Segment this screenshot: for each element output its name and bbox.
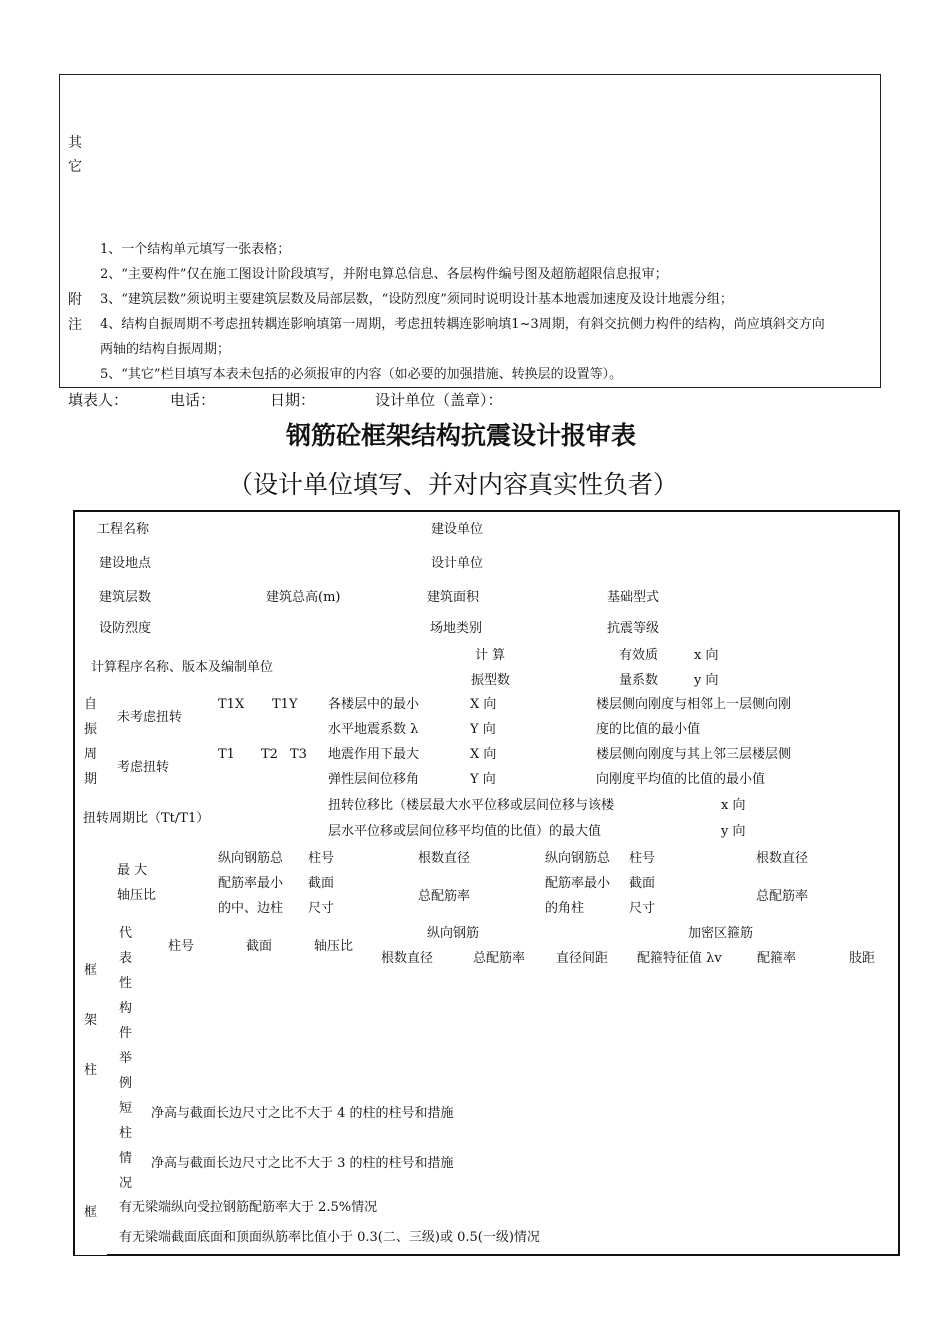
short-col-ratio-3: 净高与截面长边尺寸之比不大于 3 的柱的柱号和措施 <box>151 1156 454 1171</box>
notes-label-2: 注 <box>68 317 82 333</box>
frame-col-label-1: 框 <box>84 963 98 978</box>
X-dir-2: X 向 <box>470 747 497 762</box>
top-box <box>59 74 881 388</box>
phone-label: 电话： <box>170 391 216 409</box>
min-shear-1: 各楼层中的最小 <box>328 697 420 712</box>
col-no-header: 柱号 <box>168 939 195 954</box>
section-header: 截面 <box>246 939 273 954</box>
tor-ratio-label: 扭转周期比（Tt/T1） <box>83 811 210 826</box>
dia-spacing-header: 直径间距 <box>556 951 609 966</box>
bars-dia-header: 根数直径 <box>381 951 434 966</box>
designer-label: 设计单位 <box>431 556 484 571</box>
period-label-4: 期 <box>84 772 98 787</box>
min-ratio-side-1: 纵向钢筋总 <box>218 851 284 866</box>
site-class-label: 场地类别 <box>430 621 483 636</box>
min-ratio-side-3: 的中、边柱 <box>218 901 284 916</box>
form-box <box>73 510 900 1256</box>
beam-condition-2: 有无梁端截面底面和顶面纵筋率比值小于 0.3(二、三级)或 0.5(一级)情况 <box>119 1230 540 1245</box>
col-sec-1: 截面 <box>308 876 335 891</box>
note-4: 4、结构自振周期不考虑扭转耦连影响填第一周期，考虑扭转耦连影响填1~3周期，有斜交抗侧力构件的结构，尚应填斜交方向 <box>100 317 825 332</box>
notes-label-1: 附 <box>68 292 82 308</box>
short-col-4: 况 <box>119 1176 133 1191</box>
short-col-2: 柱 <box>119 1126 133 1141</box>
min-shear-2: 水平地震系数 λ <box>328 722 419 737</box>
note-5: 5、“其它”栏目填写本表未包括的必须报审的内容（如必要的加强措施、转换层的设置等）。 <box>100 367 623 382</box>
bars-dia-2: 根数直径 <box>756 851 809 866</box>
area-label: 建筑面积 <box>427 590 480 605</box>
stiff-ratio2-1: 楼层侧向刚度与其上邻三层楼层侧 <box>596 747 792 762</box>
t1-label: T1 <box>218 747 235 762</box>
rep-member-7: 例 <box>119 1076 133 1091</box>
X-dir-1: X 向 <box>470 697 497 712</box>
bars-dia-1: 根数直径 <box>418 851 471 866</box>
calc-modes-2: 振型数 <box>471 673 511 688</box>
eff-mass-1: 有效质 <box>619 648 659 663</box>
eff-mass-2: 量系数 <box>619 673 659 688</box>
frame-beam-label: 框 <box>84 1205 98 1220</box>
builder-label: 建设单位 <box>431 522 484 537</box>
short-col-1: 短 <box>119 1101 133 1116</box>
stirrup-char-header: 配箍特征值 λv <box>637 951 722 966</box>
total-ratio-2: 总配筋率 <box>756 889 809 904</box>
tor-disp-1: 扭转位移比（楼层最大水平位移或层间位移与该楼 <box>328 798 615 813</box>
max-axial-1: 最 大 <box>117 863 148 878</box>
tor-y-dir: y 向 <box>721 824 746 839</box>
total-ratio-1: 总配筋率 <box>418 889 471 904</box>
program-label: 计算程序名称、版本及编制单位 <box>91 660 274 675</box>
note-1: 1、一个结构单元填写一张表格； <box>100 242 291 257</box>
frame-col-label-3: 柱 <box>84 1063 98 1078</box>
Y-dir-1: Y 向 <box>470 722 496 737</box>
rep-member-5: 件 <box>119 1026 133 1041</box>
rep-member-1: 代 <box>119 926 133 941</box>
no-torsion-label: 未考虑扭转 <box>117 710 183 725</box>
frame-col-label-2: 架 <box>84 1013 98 1028</box>
y-dir: y 向 <box>694 673 719 688</box>
rep-member-2: 表 <box>119 951 133 966</box>
unit-label: 设计单位（盖章）： <box>375 391 503 409</box>
col-sec-2: 截面 <box>629 876 656 891</box>
stiff-ratio2-2: 向刚度平均值的比值的最小值 <box>596 772 766 787</box>
beam-condition-1: 有无梁端纵向受拉钢筋配筋率大于 2.5%情况 <box>119 1200 378 1215</box>
tor-disp-2: 层水平位移或层间位移平均值的比值）的最大值 <box>328 824 602 839</box>
x-dir: x 向 <box>694 648 719 663</box>
max-drift-1: 地震作用下最大 <box>328 747 420 762</box>
short-col-3: 情 <box>119 1151 133 1166</box>
min-ratio-side-2: 配筋率最小 <box>218 876 284 891</box>
tor-x-dir: x 向 <box>721 798 746 813</box>
page-subtitle: （设计单位填写、并对内容真实性负者） <box>228 470 679 499</box>
total-ratio-header: 总配筋率 <box>473 951 526 966</box>
max-drift-2: 弹性层间位移角 <box>328 772 420 787</box>
leg-dist-header: 肢距 <box>849 951 876 966</box>
rep-member-6: 举 <box>119 1051 133 1066</box>
form-box-left-border <box>73 510 75 1254</box>
max-axial-2: 轴压比 <box>117 888 157 903</box>
filler-label: 填表人： <box>68 391 129 409</box>
col-no-2: 柱号 <box>629 851 656 866</box>
period-label-2: 振 <box>84 722 98 737</box>
rep-member-4: 构 <box>119 1001 133 1016</box>
col-size-2: 尺寸 <box>629 901 656 916</box>
stirrups-header: 加密区箍筋 <box>688 926 754 941</box>
min-ratio-corner-3: 的角柱 <box>545 901 585 916</box>
short-col-ratio-4: 净高与截面长边尺寸之比不大于 4 的柱的柱号和措施 <box>151 1106 454 1121</box>
other-label-1: 其 <box>68 135 82 151</box>
rep-member-3: 性 <box>119 976 133 991</box>
note-4-cont: 两轴的结构自振周期； <box>100 342 231 357</box>
min-ratio-corner-2: 配筋率最小 <box>545 876 611 891</box>
t2-label: T2 <box>261 747 278 762</box>
other-label-2: 它 <box>68 159 82 175</box>
total-height-label: 建筑总高(m) <box>266 590 341 605</box>
period-label-1: 自 <box>84 697 98 712</box>
torsion-label: 考虑扭转 <box>117 760 170 775</box>
note-2: 2、“主要构件”仅在施工图设计阶段填写，并附电算总信息、各层构件编号图及超筋超限信息报审； <box>100 267 668 282</box>
min-ratio-corner-1: 纵向钢筋总 <box>545 851 611 866</box>
foundation-label: 基础型式 <box>607 590 660 605</box>
stiff-ratio1-1: 楼层侧向刚度与相邻上一层侧向刚 <box>596 697 792 712</box>
period-label-3: 周 <box>84 747 98 762</box>
Y-dir-2: Y 向 <box>470 772 496 787</box>
date-label: 日期： <box>270 391 316 409</box>
t1y-label: T1Y <box>272 697 298 712</box>
seismic-grade-label: 抗震等级 <box>607 621 660 636</box>
calc-modes-1: 计 算 <box>475 648 506 663</box>
t3-label: T3 <box>290 747 307 762</box>
floors-label: 建筑层数 <box>99 590 152 605</box>
col-no-1: 柱号 <box>308 851 335 866</box>
long-bars-header: 纵向钢筋 <box>427 926 480 941</box>
page-title: 钢筋砼框架结构抗震设计报审表 <box>286 421 637 450</box>
site-label: 建设地点 <box>99 556 152 571</box>
t1x-label: T1X <box>218 697 245 712</box>
stirrup-ratio-header: 配箍率 <box>757 951 797 966</box>
col-size-1: 尺寸 <box>308 901 335 916</box>
stiff-ratio1-2: 度的比值的最小值 <box>596 722 701 737</box>
project-name-label: 工程名称 <box>97 522 150 537</box>
axial-header: 轴压比 <box>314 939 354 954</box>
intensity-label: 设防烈度 <box>99 621 152 636</box>
note-3: 3、“建筑层数”须说明主要建筑层数及局部层数，“设防烈度”须同时说明设计基本地震加速度及设计地震分组； <box>100 292 733 307</box>
